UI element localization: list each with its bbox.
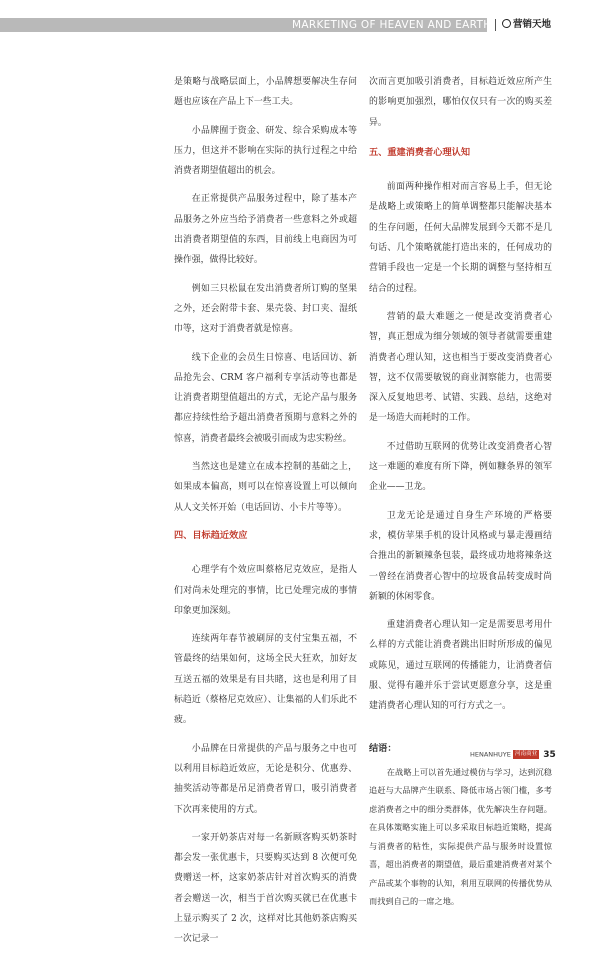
- page-header: [0, 0, 607, 40]
- paragraph: 连续两年春节被刷屏的支付宝集五福，不管最终的结果如何，这场全民大狂欢，加好友互送五福的效果是有目共睹，这也是利用了目标趋近（蔡格尼克效应）、让集福的人们乐此不疲。: [174, 634, 357, 726]
- paragraph: 次而言更加吸引消费者，目标趋近效应所产生的影响更加强烈，哪怕仅仅只有一次的购买差异。: [369, 77, 552, 128]
- header-separator: [495, 19, 496, 31]
- column-name: [502, 18, 551, 32]
- paragraph: 营销的最大难题之一便是改变消费者心智，真正想成为细分领域的领导者就需要重建消费者心理认知，这也相当于要改变消费者心智，这不仅需要敏锐的商业洞察能力，也需要深入反复地思考、试错、实践、总结，这绝对是一场造大而耗时的工作。: [369, 311, 552, 424]
- conclusion-title: 结语：: [369, 742, 397, 754]
- paragraph: 前面两种操作相对而言容易上手，但无论是战略上或策略上的简单调整都只能解决基本的生存问题，任何大品牌发展到今天都不是几句话、几个策略就能打造出来的，任何成功的营销手段也一定是一个长期的调整与坚持相互结合的过程。: [369, 182, 552, 294]
- paragraph: 一家开奶茶店对每一名新顾客购买奶茶时都会发一张优惠卡，只要购买达到 8 次便可免费赠送一杯，这家奶茶店针对首次购买的消费者会赠送一次，相当于首次购买就已在优惠卡上显示购买了 2 次，这样对比其他奶茶店购买一次记录一: [174, 832, 357, 945]
- paragraph: 当然这也是建立在成本控制的基础之上，如果成本偏高，则可以在惊喜设置上可以倾向从人文关怀开始（电话回访、小卡片等等）。: [174, 462, 357, 513]
- section-heading-4: 四、目标趋近效应: [174, 529, 248, 541]
- paragraph: 卫龙无论是通过自身生产环境的严格要求，模仿苹果手机的设计风格或与暴走漫画结合推出的新颖辣条包装，最终成功地将辣条这一曾经在消费者心智中的垃圾食品转变成时尚新颖的休闲零食。: [369, 510, 552, 602]
- column-name-text: 营销天地: [513, 19, 552, 30]
- paragraph: 心理学有个效应叫蔡格尼克效应，是指人们对尚未处理完的事情，比已处理完成的事情印象更加深刻。: [174, 565, 357, 616]
- paragraph: 小品牌在日常提供的产品与服务之中也可以利用目标趋近效应，无论是积分、优惠券、抽奖活动等都是吊足消费者胃口，吸引消费者下次再来使用的方式。: [174, 743, 357, 815]
- left-column: [174, 72, 357, 958]
- paragraph: 例如三只松鼠在发出消费者所订购的坚果之外，还会附带卡套、果壳袋、封口夹、湿纸巾等，这对于消费者就是惊喜。: [174, 283, 357, 335]
- footer-tag: 河南商业: [514, 751, 538, 757]
- page-number: 35: [543, 749, 556, 760]
- footer-brand: HENANHUYE: [470, 750, 511, 759]
- magazine-title: MARKETING OF HEAVEN AND EARTH: [292, 19, 492, 31]
- section-heading-5: 五、重建消费者心理认知: [369, 146, 471, 158]
- paragraph: 是策略与战略层面上，小品牌想要解决生存问题也应该在产品上下一些工夫。: [174, 77, 357, 108]
- conclusion-text: 在战略上可以首先通过模仿与学习，达到沉稳追赶与大品牌产生联系、降低市场占领门槛，多考虑消费者之中的细分类群体，优先解决生存问题。在具体策略实施上可以多采取目标趋近策略，提高与消费者的粘性，实际提供产品与服务时设置惊喜，超出消费者的期望值，最后重建消费者对某个产品或某个事物的认知，利用互联网的传播优势从而找到自己的一席之地。: [369, 766, 552, 907]
- paragraph: 不过借助互联网的优势让改变消费者心智这一难题的难度有所下降，例如糠条界的领军企业——卫龙。: [369, 441, 552, 493]
- paragraph: 小品牌囿于资金、研发、综合采购成本等压力，但这并不影响在实际的执行过程之中给消费者期望值超出的机会。: [174, 125, 357, 177]
- paragraph: 线下企业的会员生日惊喜、电话回访、新品抢先会、CRM 客户福利专享活动等也都是让消费者期望值超出的方式，无论产品与服务都应持续性给予超出消费者预期与意料之外的惊喜，消费者最终会被吸引而成为忠实粉丝。: [174, 352, 357, 444]
- paragraph: 在正常提供产品服务过程中，除了基本产品服务之外应当给予消费者一些意料之外或超出消费者期望值的东西，目前线上电商因为可操作强，做得比较好。: [174, 194, 357, 266]
- circle-logo-icon: [502, 19, 511, 28]
- page-footer: [470, 744, 556, 758]
- paragraph: 重建消费者心理认知一定是需要思考用什么样的方式能让消费者跳出旧时所形成的偏见或陈见，通过互联网的传播能力，让消费者信服、觉得有趣并乐于尝试更愿意分享，这是重建消费者心理认知的可行方式之一。: [369, 620, 552, 712]
- right-column: [369, 72, 552, 919]
